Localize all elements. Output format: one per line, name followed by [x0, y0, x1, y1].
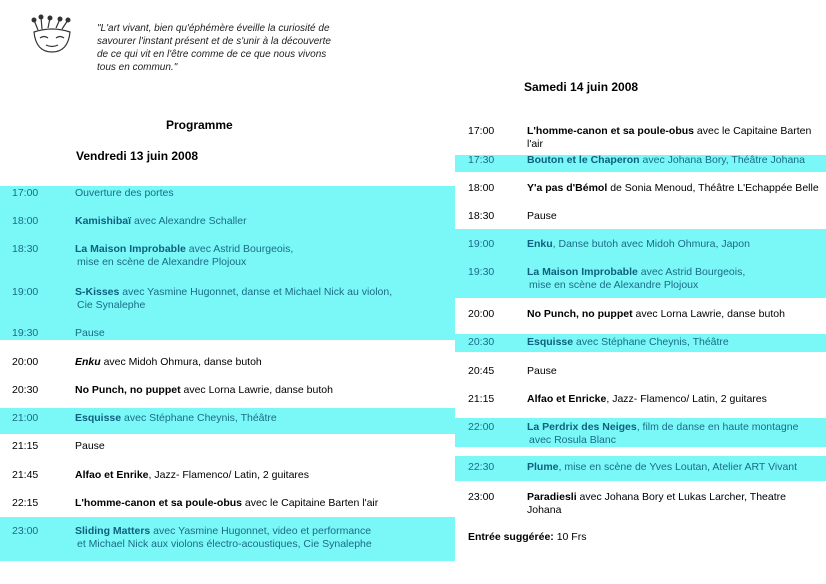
- saturday-row: [468, 336, 823, 366]
- time-label: 17:00: [468, 125, 495, 137]
- event-title: Esquisse: [75, 412, 122, 424]
- event-details: avec Astrid Bourgeois,: [637, 266, 746, 278]
- event-description: [527, 336, 729, 349]
- event-title: L'homme-canon et sa poule-obus: [75, 497, 243, 509]
- friday-row: [12, 525, 452, 555]
- event-details: avec le Capitaine Barten l'air: [527, 125, 812, 150]
- event-details: avec Johana Bory et Lukas Larcher, Theatre Johana: [527, 491, 786, 516]
- friday-row: [12, 469, 452, 499]
- event-title: No Punch, no puppet: [75, 384, 181, 396]
- event-description: [527, 393, 767, 406]
- time-label: 19:00: [12, 286, 39, 298]
- time-label: 20:00: [12, 356, 39, 368]
- event-details: Pause: [527, 365, 557, 377]
- saturday-row: [468, 210, 823, 240]
- time-label: 21:15: [468, 393, 495, 405]
- event-title: Bouton et le Chaperon: [527, 154, 640, 166]
- event-description: [527, 421, 798, 447]
- time-label: 21:15: [12, 440, 39, 452]
- event-description: [75, 187, 174, 200]
- saturday-row: [468, 365, 823, 395]
- time-label: 21:45: [12, 469, 39, 481]
- event-description: [75, 327, 105, 340]
- event-details: avec Yasmine Hugonnet, danse et Michael Nick au violon,: [119, 286, 393, 298]
- event-details-line2: Cie Synalephe: [77, 299, 146, 311]
- event-description: [75, 356, 262, 369]
- event-details: , film de danse en haute montagne: [636, 421, 799, 433]
- friday-row: [12, 187, 452, 217]
- event-description: [75, 469, 309, 482]
- event-details: , Danse butoh avec Midoh Ohmura, Japon: [552, 238, 750, 250]
- event-title: Alfao et Enrike: [75, 469, 149, 481]
- time-label: 18:00: [468, 182, 495, 194]
- time-label: 19:30: [468, 266, 495, 278]
- event-description: [75, 215, 247, 228]
- event-details: avec Lorna Lawrie, danse butoh: [180, 384, 333, 396]
- event-description: [527, 182, 819, 195]
- event-details: avec Yasmine Hugonnet, video et performance: [150, 525, 372, 537]
- event-details: avec Alexandre Schaller: [131, 215, 247, 227]
- friday-row: [12, 327, 452, 357]
- event-description: [527, 154, 805, 167]
- event-details: avec Stéphane Cheynis, Théâtre: [573, 336, 729, 348]
- time-label: 22:30: [468, 461, 495, 473]
- event-details: Pause: [75, 440, 105, 452]
- event-details: , Jazz- Flamenco/ Latin, 2 guitares: [606, 393, 767, 405]
- friday-row: [12, 215, 452, 245]
- event-details-line2: mise en scène de Alexandre Plojoux: [77, 256, 247, 268]
- event-title: La Maison Improbable: [527, 266, 638, 278]
- event-details: de Sonia Menoud, Théâtre L'Echappée Belle: [607, 182, 819, 194]
- saturday-heading: Samedi 14 juin 2008: [524, 80, 639, 94]
- event-details-line2: avec Rosula Blanc: [529, 434, 616, 446]
- saturday-row: [468, 238, 823, 268]
- time-label: 18:00: [12, 215, 39, 227]
- time-label: 23:00: [468, 491, 495, 503]
- event-details: , Jazz- Flamenco/ Latin, 2 guitares: [148, 469, 310, 481]
- event-description: [75, 497, 378, 510]
- event-description: [527, 365, 557, 378]
- event-title: Esquisse: [527, 336, 574, 348]
- event-description: [75, 525, 372, 551]
- event-title: La Maison Improbable: [75, 243, 186, 255]
- event-details: avec le Capitaine Barten l'air: [242, 497, 379, 509]
- saturday-row: [468, 308, 823, 338]
- saturday-row: [468, 182, 823, 212]
- event-description: [75, 384, 333, 397]
- event-title: Alfao et Enricke: [527, 393, 607, 405]
- time-label: 17:30: [468, 154, 495, 166]
- friday-row: [12, 412, 452, 442]
- event-title: Y'a pas d'Bémol: [527, 182, 608, 194]
- event-title: Sliding Matters: [75, 525, 151, 537]
- event-title: Kamishibaï: [75, 215, 132, 227]
- suggested-entry-label: Entrée suggérée:: [468, 531, 554, 543]
- time-label: 20:45: [468, 365, 495, 377]
- saturday-row: [468, 266, 823, 296]
- event-description: [527, 238, 750, 251]
- event-title: Paradiesli: [527, 491, 577, 503]
- saturday-row: [468, 393, 823, 423]
- friday-heading: Vendredi 13 juin 2008: [76, 149, 199, 163]
- time-label: 19:00: [468, 238, 495, 250]
- time-label: 23:00: [12, 525, 39, 537]
- time-label: 19:30: [12, 327, 39, 339]
- event-details: avec Midoh Ohmura, danse butoh: [100, 356, 262, 368]
- event-title: Plume: [527, 461, 559, 473]
- saturday-row: [468, 421, 823, 451]
- event-details: avec Astrid Bourgeois,: [185, 243, 294, 255]
- event-title: No Punch, no puppet: [527, 308, 633, 320]
- event-description: [75, 440, 105, 453]
- event-details: Pause: [527, 210, 557, 222]
- event-details: avec Johana Bory, Théâtre Johana: [639, 154, 805, 166]
- suggested-entry: [468, 531, 586, 543]
- time-label: 20:30: [468, 336, 495, 348]
- event-description: [527, 461, 797, 474]
- quote-text: "L'art vivant, bien qu'éphémère éveille la curiosité de savourer l'instant présent et de s'unir à la découverte de ce qui vit en l'être comme de ce que nous vivons tous en commun.": [97, 23, 331, 73]
- saturday-row: [468, 125, 823, 155]
- event-description: [527, 491, 823, 517]
- saturday-row: [468, 461, 823, 491]
- time-label: 20:00: [468, 308, 495, 320]
- friday-row: [12, 243, 452, 273]
- event-details: Pause: [75, 327, 105, 339]
- event-description: [527, 210, 557, 223]
- friday-row: [12, 384, 452, 414]
- event-title: Enku: [75, 356, 101, 368]
- event-title: L'homme-canon et sa poule-obus: [527, 125, 695, 137]
- event-details: Ouverture des portes: [75, 187, 174, 199]
- event-details: avec Lorna Lawrie, danse butoh: [632, 308, 785, 320]
- event-details: , mise en scène de Yves Loutan, Atelier ART Vivant: [558, 461, 798, 473]
- event-title: La Perdrix des Neiges: [527, 421, 637, 433]
- mask-logo-icon: [26, 14, 82, 56]
- saturday-row: [468, 154, 823, 184]
- time-label: 22:00: [468, 421, 495, 433]
- event-description: [527, 125, 823, 151]
- event-description: [75, 243, 293, 269]
- programme-title: Programme: [166, 118, 233, 132]
- friday-row: [12, 497, 452, 527]
- time-label: 17:00: [12, 187, 39, 199]
- event-details-line2: mise en scène de Alexandre Plojoux: [529, 279, 699, 291]
- event-description: [527, 308, 785, 321]
- friday-row: [12, 356, 452, 386]
- suggested-entry-value: 10 Frs: [553, 531, 587, 543]
- time-label: 20:30: [12, 384, 39, 396]
- friday-row: [12, 286, 452, 316]
- event-details-line2: et Michael Nick aux violons électro-acoustiques, Cie Synalephe: [77, 538, 372, 550]
- event-description: [527, 266, 745, 292]
- time-label: 21:00: [12, 412, 39, 424]
- saturday-row: [468, 491, 823, 521]
- event-title: S-Kisses: [75, 286, 120, 298]
- time-label: 22:15: [12, 497, 39, 509]
- event-details: avec Stéphane Cheynis, Théâtre: [121, 412, 277, 424]
- event-description: [75, 286, 392, 312]
- time-label: 18:30: [468, 210, 495, 222]
- event-title: Enku: [527, 238, 553, 250]
- event-description: [75, 412, 277, 425]
- friday-row: [12, 440, 452, 470]
- time-label: 18:30: [12, 243, 39, 255]
